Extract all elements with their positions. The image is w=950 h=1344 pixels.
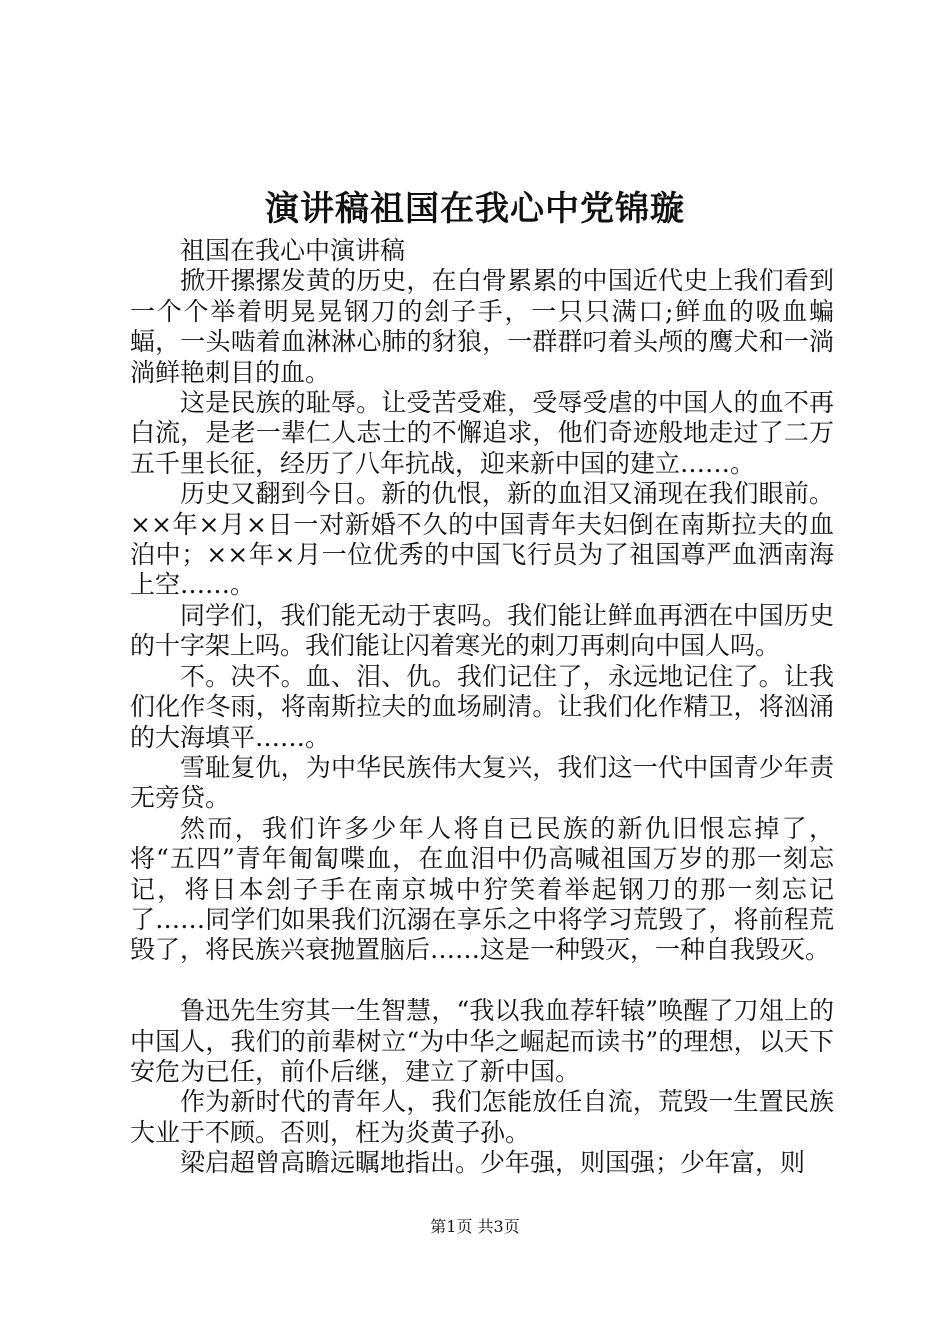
paragraph: 雪耻复仇，为中华民族伟大复兴，我们这一代中国青少年责无旁贷。	[130, 752, 834, 813]
document-title: 演讲稿祖国在我心中党锦璇	[265, 189, 685, 229]
paragraph: 作为新时代的青年人，我们怎能放任自流，荒毁一生置民族大业于不顾。否则，枉为炎黄子孙。	[130, 1087, 834, 1147]
paragraph: 然而，我们许多少年人将自已民族的新仇旧恨忘掉了，将“五四”青年匍匐喋血，在血泪中仍高喊祖国万岁的那一刻忘记，将日本刽子手在南京城中狞笑着举起钢刀的那一刻忘记了……同学们如果我们沉溺在享乐之中将学习荒毁了，将前程荒毁了，将民族兴衰抛置脑后……这是一种毁灭，一种自我毁灭。	[130, 813, 834, 965]
paragraph: 掀开摞摞发黄的历史，在白骨累累的中国近代史上我们看到一个个举着明晃晃钢刀的刽子手，一只只满口;鲜血的吸血蝙蝠，一头啮着血淋淋心肺的豺狼，一群群叼着头颅的鹰犬和一淌淌鲜艳刺目的血。	[130, 266, 834, 387]
paragraph: 同学们，我们能无动于衷吗。我们能让鲜血再洒在中国历史的十字架上吗。我们能让闪着寒光的刺刀再刺向中国人吗。	[130, 600, 834, 661]
paragraph: 鲁迅先生穷其一生智慧，“我以我血荐轩辕”唤醒了刀俎上的中国人，我们的前辈树立“为中华之崛起而读书”的理想，以天下安危为已任，前仆后继，建立了新中国。	[130, 996, 834, 1086]
paragraph: 梁启超曾高瞻远瞩地指出。少年强，则国强；少年富，则	[180, 1148, 806, 1178]
document-body	[130, 236, 834, 1179]
paragraph-spacer	[130, 966, 834, 996]
paragraph: 不。决不。血、泪、仇。我们记住了，永远地记住了。让我们化作冬雨，将南斯拉夫的血场刷清。让我们化作精卫，将汹涌的大海填平……。	[130, 661, 834, 752]
paragraph: 历史又翻到今日。新的仇恨，新的血泪又涌现在我们眼前。××年×月×日一对新婚不久的中国青年夫妇倒在南斯拉夫的血泊中；××年×月一位优秀的中国飞行员为了祖国尊严血洒南海上空……。	[130, 479, 834, 600]
page-number-footer: 第1页 共3页	[430, 1217, 520, 1236]
paragraph: 这是民族的耻辱。让受苦受难，受辱受虐的中国人的血不再白流，是老一辈仁人志士的不懈追求，他们奇迹般地走过了二万五千里长征，经历了八年抗战，迎来新中国的建立……。	[130, 388, 834, 478]
paragraph-subtitle: 祖国在我心中演讲稿	[180, 236, 406, 265]
